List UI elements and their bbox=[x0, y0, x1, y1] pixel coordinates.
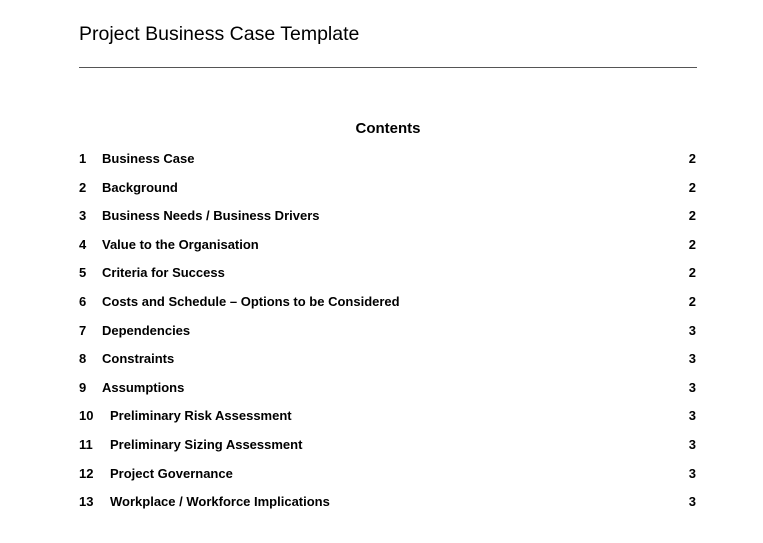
toc-entry-label[interactable]: Business Needs / Business Drivers bbox=[102, 208, 320, 224]
toc-entry-number: 9 bbox=[79, 379, 87, 395]
toc-entry-number: 7 bbox=[79, 322, 87, 338]
toc-entry-number: 11 bbox=[79, 436, 93, 452]
toc-entry-page: 3 bbox=[688, 379, 696, 395]
toc-entry-constraints[interactable] bbox=[79, 351, 697, 380]
toc-entry-label[interactable]: Preliminary Sizing Assessment bbox=[110, 436, 303, 452]
toc-entry-label[interactable]: Criteria for Success bbox=[102, 265, 225, 281]
toc-entry-number: 5 bbox=[79, 265, 87, 281]
toc-entry-label[interactable]: Background bbox=[102, 179, 178, 195]
toc-entry-page: 3 bbox=[688, 408, 696, 424]
toc-entry-label[interactable]: Business Case bbox=[102, 151, 195, 166]
toc-entry-number: 1 bbox=[79, 151, 87, 166]
toc-entry-label[interactable]: Workplace / Workforce Implications bbox=[110, 494, 330, 510]
toc-entry-business-case[interactable] bbox=[79, 151, 697, 180]
toc-entry-label[interactable]: Dependencies bbox=[102, 322, 191, 338]
header-divider bbox=[79, 67, 697, 68]
toc-entry-page: 2 bbox=[688, 236, 696, 252]
toc-entry-label[interactable]: Constraints bbox=[102, 351, 175, 367]
contents-heading: Contents bbox=[355, 120, 421, 137]
toc-entry-dependencies[interactable] bbox=[79, 323, 697, 352]
toc-entry-value[interactable] bbox=[79, 237, 697, 266]
toc-entry-label[interactable]: Assumptions bbox=[102, 379, 185, 395]
toc-entry-number: 12 bbox=[79, 465, 94, 481]
toc-entry-label[interactable]: Preliminary Risk Assessment bbox=[110, 408, 292, 424]
toc-entry-number: 13 bbox=[79, 494, 94, 510]
toc-entry-risk-assessment[interactable] bbox=[79, 408, 697, 437]
toc-entry-number: 10 bbox=[79, 408, 94, 424]
toc-entry-criteria[interactable] bbox=[79, 265, 697, 294]
toc-entry-number: 2 bbox=[79, 179, 87, 195]
toc-entry-number: 3 bbox=[79, 208, 87, 224]
toc-entry-background[interactable] bbox=[79, 180, 697, 209]
toc-entry-page: 3 bbox=[688, 351, 696, 367]
toc-entry-governance[interactable] bbox=[79, 466, 697, 495]
toc-entry-label[interactable]: Costs and Schedule – Options to be Considered bbox=[102, 293, 400, 309]
toc-entry-business-needs[interactable] bbox=[79, 208, 697, 237]
toc-entry-costs-schedule[interactable] bbox=[79, 294, 697, 323]
toc-entry-assumptions[interactable] bbox=[79, 380, 697, 409]
table-of-contents bbox=[79, 151, 697, 523]
toc-entry-page: 2 bbox=[688, 179, 696, 195]
toc-entry-page: 3 bbox=[688, 465, 696, 481]
toc-entry-number: 4 bbox=[79, 236, 87, 252]
document-title: Project Business Case Template bbox=[79, 23, 360, 45]
toc-entry-page: 2 bbox=[688, 151, 696, 166]
toc-entry-page: 3 bbox=[688, 494, 696, 510]
toc-entry-number: 6 bbox=[79, 293, 87, 309]
toc-entry-page: 3 bbox=[688, 436, 696, 452]
toc-entry-page: 2 bbox=[688, 293, 696, 309]
toc-entry-label[interactable]: Value to the Organisation bbox=[102, 236, 259, 252]
toc-entry-number: 8 bbox=[79, 351, 87, 367]
toc-entry-page: 2 bbox=[688, 208, 696, 224]
toc-entry-page: 2 bbox=[688, 265, 696, 281]
toc-entry-workplace-implications[interactable] bbox=[79, 494, 697, 523]
toc-entry-page: 3 bbox=[688, 322, 696, 338]
toc-entry-sizing-assessment[interactable] bbox=[79, 437, 697, 466]
toc-entry-label[interactable]: Project Governance bbox=[110, 465, 233, 481]
